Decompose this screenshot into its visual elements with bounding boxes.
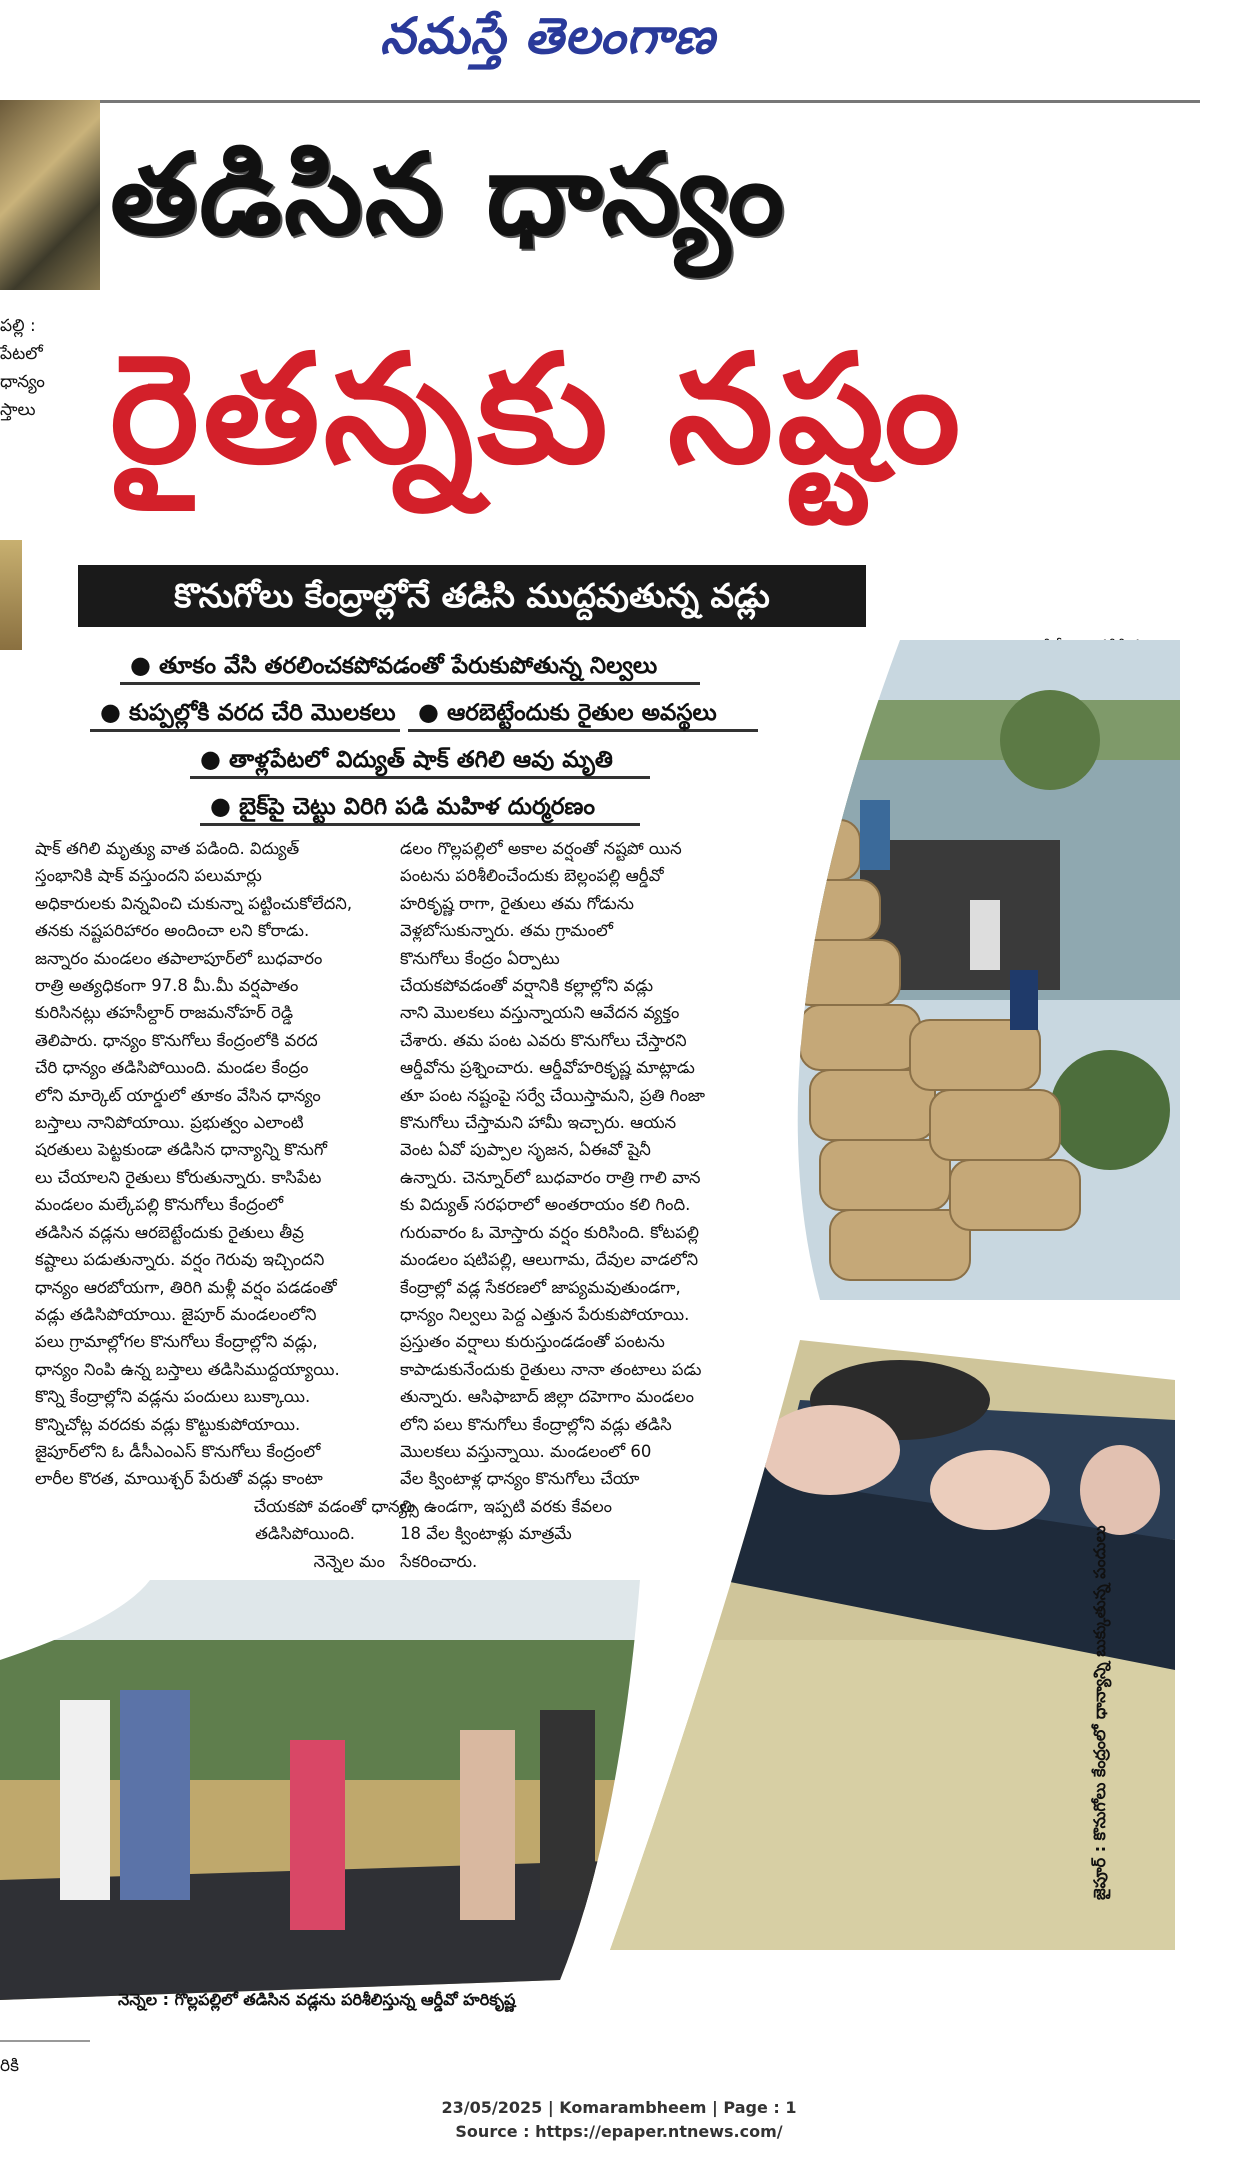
col2-line: ఉన్నారు. చెన్నూర్‌లో బుధవారం రాత్రి గాలి వాన — [400, 1167, 701, 1187]
col2-line: తున్నారు. ఆసిఫాబాద్ జిల్లా దహెగాం మండలం — [400, 1387, 695, 1407]
subheadline-banner: కొనుగోలు కేంద్రాల్లోనే తడిసి ముద్దవుతున్న వడ్లు — [78, 565, 866, 627]
col1-line: రాత్రి అత్యధికంగా 97.8 మీ.మీ వర్షపాతం — [35, 976, 299, 996]
col1-line: షాక్ తగిలి మృత్యు వాత పడింది. విద్యుత్ — [35, 839, 300, 858]
col2-line: చేశారు. తమ పంట ఎవరు కొనుగోలు చేస్తారని — [400, 1030, 687, 1050]
col1-line: చేయకపో వడంతో ధాన్యం — [253, 1496, 415, 1516]
bullet-dot-icon: ● — [210, 792, 231, 820]
col2-line: వెంట ఏవో పుప్పాల సృజన, ఏఈవో షైనీ — [400, 1140, 651, 1160]
article-column-2 — [400, 835, 750, 1575]
caption-vertical: జైపూర్ : కొనుగోలు కేంద్రంలో ధాన్యాన్ని బుక్కుతున్న పందులు — [1090, 1525, 1109, 1900]
left-edge-text-1: పల్లి : — [0, 316, 36, 336]
col1-line: మండలం మల్కేపల్లి కొనుగోలు కేంద్రంలో — [35, 1195, 284, 1215]
col1-line: కష్టాలు పడుతున్నారు. వర్షం గెరువు ఇచ్చిందని — [35, 1250, 325, 1270]
col1-line: తడిసిన వడ్లను ఆరబెట్టేందుకు రైతులు తీవ్ర — [35, 1222, 304, 1242]
col1-line: లారీల కొరత, మాయిశ్చర్ పేరుతో వడ్లు కాంటా — [35, 1469, 323, 1489]
col1-line: జైపూర్‌లోని ఓ డీసీఎంఎస్ కొనుగోలు కేంద్రంలో — [35, 1441, 321, 1461]
caption-bottom: నెన్నెల : గొల్లపల్లిలో తడిసిన వడ్లను పరిశీలిస్తున్న ఆర్డీవో హరికృష్ణ — [118, 1990, 516, 2009]
col2-line: నాని మొలకలు వస్తున్నాయని ఆవేదన వ్యక్తం — [400, 1003, 680, 1023]
col2-line: చేయకపోవడంతో వర్షానికి కల్లాల్లోని వడ్లు — [400, 976, 654, 996]
article-column-1 — [35, 835, 415, 1575]
bullet-1 — [120, 645, 700, 685]
col2-line: 18 వేల క్వింటాళ్లు మాత్రమే — [400, 1524, 572, 1544]
left-edge-text-3: ధాన్యం — [0, 372, 45, 392]
bullet-dot-icon: ● — [130, 651, 151, 679]
col2-line: హరికృష్ణ రాగా, రైతులు తమ గోడును — [400, 893, 634, 913]
col2-line: పంటను పరిశీలించేందుకు బెల్లంపల్లి ఆర్డీవో — [400, 866, 664, 886]
col2-line: కేంద్రాల్లో వడ్ల సేకరణలో జాప్యమవుతుండగా, — [400, 1277, 681, 1297]
col1-line: తనకు నష్టపరిహారం అందించా లని కోరాడు. — [35, 921, 310, 941]
left-edge-text-2: పేటలో — [0, 344, 43, 364]
col1-line: అధికారులకు విన్నవించి చుకున్నా పట్టించుకోలేదని, — [35, 893, 353, 913]
bullet-text: కుప్పల్లోకి వరద చేరి మొలకలు — [128, 700, 396, 726]
headline-line-2: రైతన్నకు నష్టం — [110, 323, 965, 497]
col2-line: డలం గొల్లపల్లిలో అకాల వర్షంతో నష్టపో యిన — [400, 839, 682, 858]
left-edge-rule — [0, 2040, 90, 2042]
bullet-3 — [408, 692, 758, 732]
left-edge-photo — [0, 100, 100, 290]
col1-line: ధాన్యం నింపి ఉన్న బస్తాలు తడిసిముద్దయ్యాయి. — [35, 1359, 340, 1379]
col2-line: ఆర్డీవోను ప్రశ్నించారు. ఆర్డీవోహరికృష్ణ మాట్లాడు — [400, 1058, 695, 1078]
photo-officials — [0, 1580, 640, 2000]
col1-line: నెన్నెల మం — [313, 1551, 385, 1571]
col1-line: లు చేయాలని రైతులు కోరుతున్నారు. కాసిపేట — [35, 1167, 322, 1187]
col2-line: కాపాడుకునేందుకు రైతులు నానా తంటాలు పడు — [400, 1359, 702, 1379]
col2-line: కొనుగోలు చేస్తామని హామీ ఇచ్చారు. ఆయన — [400, 1113, 677, 1133]
col1-line: ధాన్యం ఆరబోయగా, తిరిగి మళ్లీ వర్షం పడడంతో — [35, 1277, 337, 1297]
col1-line: కొన్ని కేంద్రాల్లోని వడ్లను పందులు బుక్కాయి. — [35, 1387, 311, 1407]
col2-line: వేల క్వింటాళ్ల ధాన్యం కొనుగోలు చేయా — [400, 1469, 640, 1489]
col1-line: జన్నారం మండలం తపాలాపూర్‌లో బుధవారం — [35, 948, 323, 968]
headline-line-1: తడిసిన ధాన్యం — [110, 130, 787, 260]
bullet-text: బైక్‌పై చెట్టు విరిగి పడి మహిళ దుర్మరణం — [238, 794, 595, 820]
col2-line: గురువారం ఓ మోస్తారు వర్షం కురిసింది. కోటపల్లి — [400, 1222, 699, 1242]
col1-line: స్తంభానికి షాక్ వస్తుందని పలుమార్లు — [35, 866, 262, 886]
col1-line: కురిసినట్లు తహసీల్దార్ రాజమనోహర్ రెడ్డి — [35, 1003, 294, 1023]
bullet-4 — [190, 739, 650, 779]
col1-line: కొన్నిచోట్ల వరదకు వడ్లు కొట్టుకుపోయాయి. — [35, 1414, 301, 1434]
bullet-2 — [90, 692, 400, 732]
col1-line: బస్తాలు నానిపోయాయి. ప్రభుత్వం ఎలాంటి — [35, 1113, 304, 1133]
bullet-5 — [200, 786, 640, 826]
top-rule — [0, 100, 1200, 103]
col2-line: తూ పంట నష్టంపై సర్వే చేయిస్తామని, ప్రతి గింజా — [400, 1085, 705, 1105]
left-edge-text-bottom: రికి — [0, 2056, 19, 2076]
col2-line: కు విద్యుత్ సరఫరాలో అంతరాయం కలి గింది. — [400, 1195, 691, 1215]
col2-line: ప్రస్తుతం వర్షాలు కురుస్తుండడంతో పంటను — [400, 1332, 665, 1352]
col1-line: వడ్లు తడిసిపోయాయి. జైపూర్ మండలంలోని — [35, 1304, 317, 1324]
left-edge-text-4: స్తాలు — [0, 400, 36, 420]
col1-line: తడిసిపోయింది. — [255, 1524, 355, 1544]
col2-line: లోని పలు కొనుగోలు కేంద్రాల్లోని వడ్లు తడిసి — [400, 1414, 672, 1434]
col1-line: చేరి ధాన్యం తడిసిపోయింది. మండల కేంద్రం — [35, 1058, 309, 1078]
col1-line: పలు గ్రామాల్లోగల కొనుగోలు కేంద్రాల్లోని వడ్లు, — [35, 1332, 318, 1352]
col2-line: సేకరించారు. — [400, 1551, 478, 1571]
col2-line: కొనుగోలు కేంద్రం ఏర్పాటు — [400, 948, 560, 968]
bullet-text: ఆరబెట్టేందుకు రైతుల అవస్థలు — [446, 700, 717, 726]
col1-line: తెలిపారు. ధాన్యం కొనుగోలు కేంద్రంలోకి వరద — [35, 1030, 318, 1050]
photo-officials-drawing — [0, 1580, 640, 2000]
left-edge-photo-2 — [0, 540, 22, 650]
bullet-dot-icon: ● — [100, 698, 121, 726]
footer-source: Source : https://epaper.ntnews.com/ — [455, 2122, 783, 2141]
photo-grain-bags-drawing — [710, 640, 1180, 1300]
masthead-logo: నమస్తే తెలంగాణ — [380, 6, 716, 65]
col2-line: మండలం షటిపల్లి, ఆలుగామ, దేవుల వాడలోని — [400, 1250, 699, 1270]
col1-line: షరతులు పెట్టకుండా తడిసిన ధాన్యాన్ని కొనుగో — [35, 1140, 327, 1160]
col2-line: ధాన్యం నిల్వలు పెద్ద ఎత్తున పేరుకుపోయాయి. — [400, 1304, 690, 1324]
bullet-dot-icon: ● — [200, 745, 221, 773]
col2-line: వెళ్లబోసుకున్నారు. తమ గ్రామంలో — [400, 921, 613, 941]
col1-line: లోని మార్కెట్ యార్డులో తూకం వేసిన ధాన్యం — [35, 1085, 321, 1105]
col2-line: ల్సి ఉండగా, ఇప్పటి వరకు కేవలం — [400, 1496, 613, 1516]
photo-grain-bags — [710, 640, 1180, 1300]
bullet-text: తూకం వేసి తరలించకపోవడంతో పేరుకుపోతున్న నిల్వలు — [158, 653, 658, 679]
bullet-dot-icon: ● — [418, 698, 439, 726]
bullet-text: తాళ్లపేటలో విద్యుత్ షాక్ తగిలి ఆవు మృతి — [228, 747, 613, 773]
col2-line: మొలకలు వస్తున్నాయి. మండలంలో 60 — [400, 1441, 652, 1461]
footer-date-edition: 23/05/2025 | Komarambheem | Page : 1 — [441, 2098, 797, 2117]
